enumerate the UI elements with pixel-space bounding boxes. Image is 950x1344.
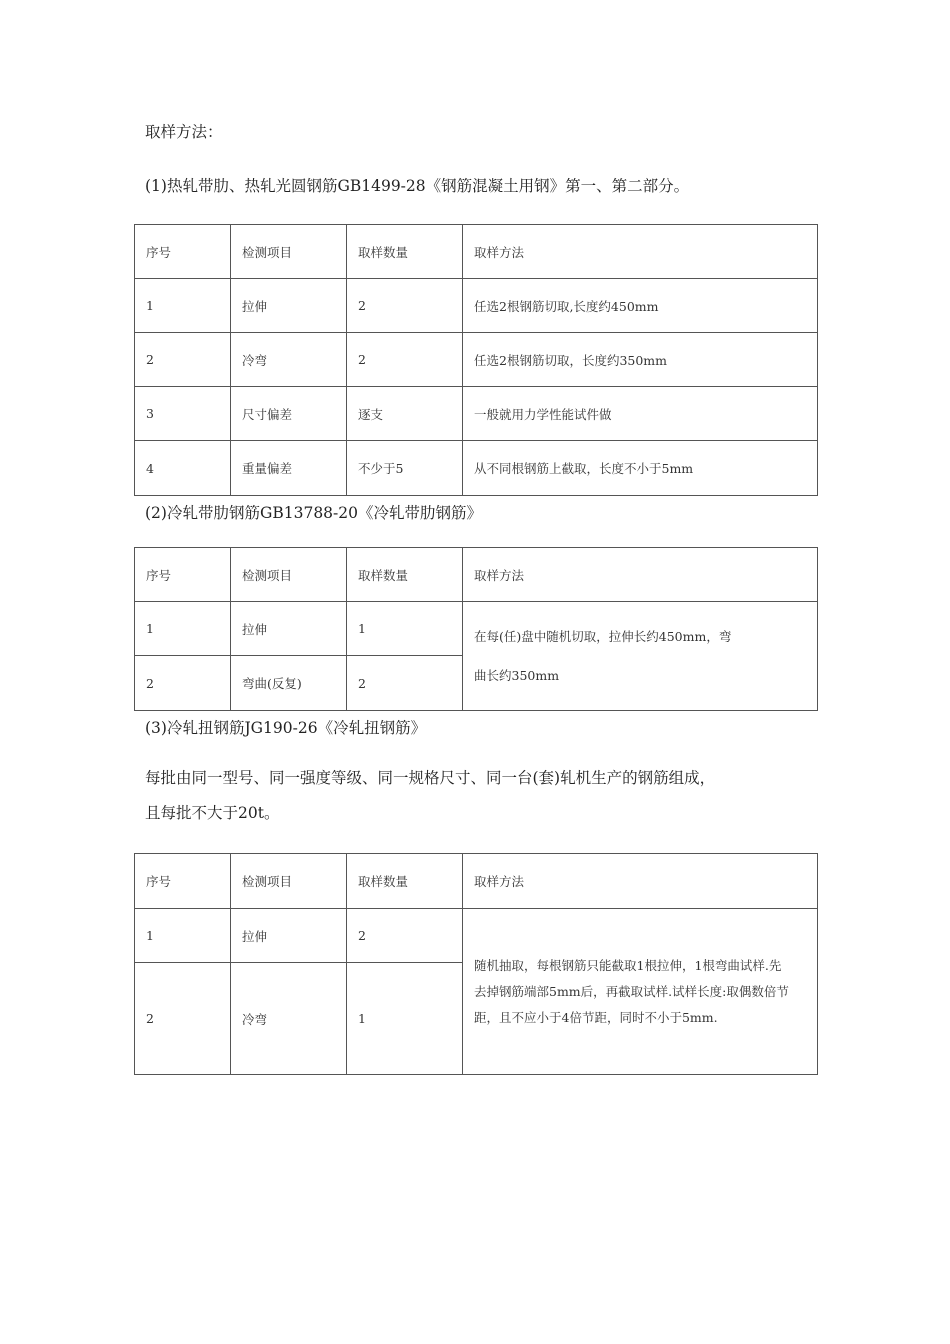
header-cell: 序号: [135, 854, 231, 909]
cell-item: 弯曲(反复): [231, 656, 347, 711]
header-cell: 取样方法: [463, 854, 818, 909]
cell-item: 拉伸: [231, 909, 347, 963]
table-row: [135, 387, 818, 441]
cell-index: 2: [135, 963, 231, 1075]
cell-item: 重量偏差: [231, 441, 347, 496]
cell-quantity: 2: [347, 656, 463, 711]
cell-index: 3: [135, 387, 231, 441]
table-2: [134, 547, 818, 711]
table-row: [135, 909, 818, 963]
table-row: [135, 279, 818, 333]
header-cell: 检测项目: [231, 225, 347, 279]
header-cell: 检测项目: [231, 854, 347, 909]
cell-method: 从不同根钢筋上截取，长度不小于5mm: [463, 441, 818, 496]
header-cell: 序号: [135, 548, 231, 602]
cell-quantity: 2: [347, 333, 463, 387]
cell-index: 1: [135, 909, 231, 963]
section-3-title: (3)冷轧扭钢筋JG190-26《冷轧扭钢筋》: [145, 719, 427, 737]
cell-method: [463, 602, 818, 711]
cell-index: 1: [135, 279, 231, 333]
table-1: [134, 224, 818, 496]
page-heading: 取样方法：: [145, 123, 223, 141]
table-header-row: [135, 854, 818, 909]
header-cell: 取样数量: [347, 548, 463, 602]
method-line: 曲长约350mm: [474, 668, 560, 683]
method-line: 随机抽取，每根钢筋只能截取1根拉伸，1根弯曲试样.先: [474, 957, 782, 973]
table-header-row: [135, 225, 818, 279]
section-1-title: (1)热轧带肋、热轧光圆钢筋GB1499-28《钢筋混凝土用钢》第一、第二部分。: [145, 177, 690, 195]
header-cell: 序号: [135, 225, 231, 279]
cell-quantity: 逐支: [347, 387, 463, 441]
cell-index: 4: [135, 441, 231, 496]
header-cell: 检测项目: [231, 548, 347, 602]
cell-item: 拉伸: [231, 602, 347, 656]
cell-quantity: 2: [347, 279, 463, 333]
section-3-paragraph-line: 每批由同一型号、同一强度等级、同一规格尺寸、同一台(套)轧机生产的钢筋组成，: [145, 769, 716, 787]
cell-quantity: 1: [347, 963, 463, 1075]
section-2-title: (2)冷轧带肋钢筋GB13788-20《冷轧带肋钢筋》: [145, 504, 482, 522]
cell-index: 1: [135, 602, 231, 656]
cell-method: [463, 909, 818, 1075]
cell-item: 拉伸: [231, 279, 347, 333]
table-3: [134, 853, 818, 1075]
method-line: 距，且不应小于4倍节距，同时不小于5mm.: [474, 1009, 718, 1025]
table-row: [135, 602, 818, 656]
table-header-row: [135, 548, 818, 602]
header-cell: 取样数量: [347, 854, 463, 909]
cell-item: 冷弯: [231, 333, 347, 387]
cell-method: 任选2根钢筋切取,长度约450mm: [463, 279, 818, 333]
cell-quantity: 不少于5: [347, 441, 463, 496]
cell-index: 2: [135, 656, 231, 711]
cell-quantity: 1: [347, 602, 463, 656]
section-3-paragraph-line: 且每批不大于20t。: [145, 804, 280, 822]
header-cell: 取样方法: [463, 548, 818, 602]
method-line: 在每(任)盘中随机切取，拉伸长约450mm，弯: [474, 629, 732, 644]
cell-quantity: 2: [347, 909, 463, 963]
header-cell: 取样数量: [347, 225, 463, 279]
cell-index: 2: [135, 333, 231, 387]
cell-method: 一般就用力学性能试件做: [463, 387, 818, 441]
method-line: 去掉钢筋端部5mm后，再截取试样.试样长度:取偶数倍节: [474, 983, 789, 999]
table-row: [135, 441, 818, 496]
cell-method: 任选2根钢筋切取，长度约350mm: [463, 333, 818, 387]
header-cell: 取样方法: [463, 225, 818, 279]
cell-item: 尺寸偏差: [231, 387, 347, 441]
cell-item: 冷弯: [231, 963, 347, 1075]
table-row: [135, 333, 818, 387]
